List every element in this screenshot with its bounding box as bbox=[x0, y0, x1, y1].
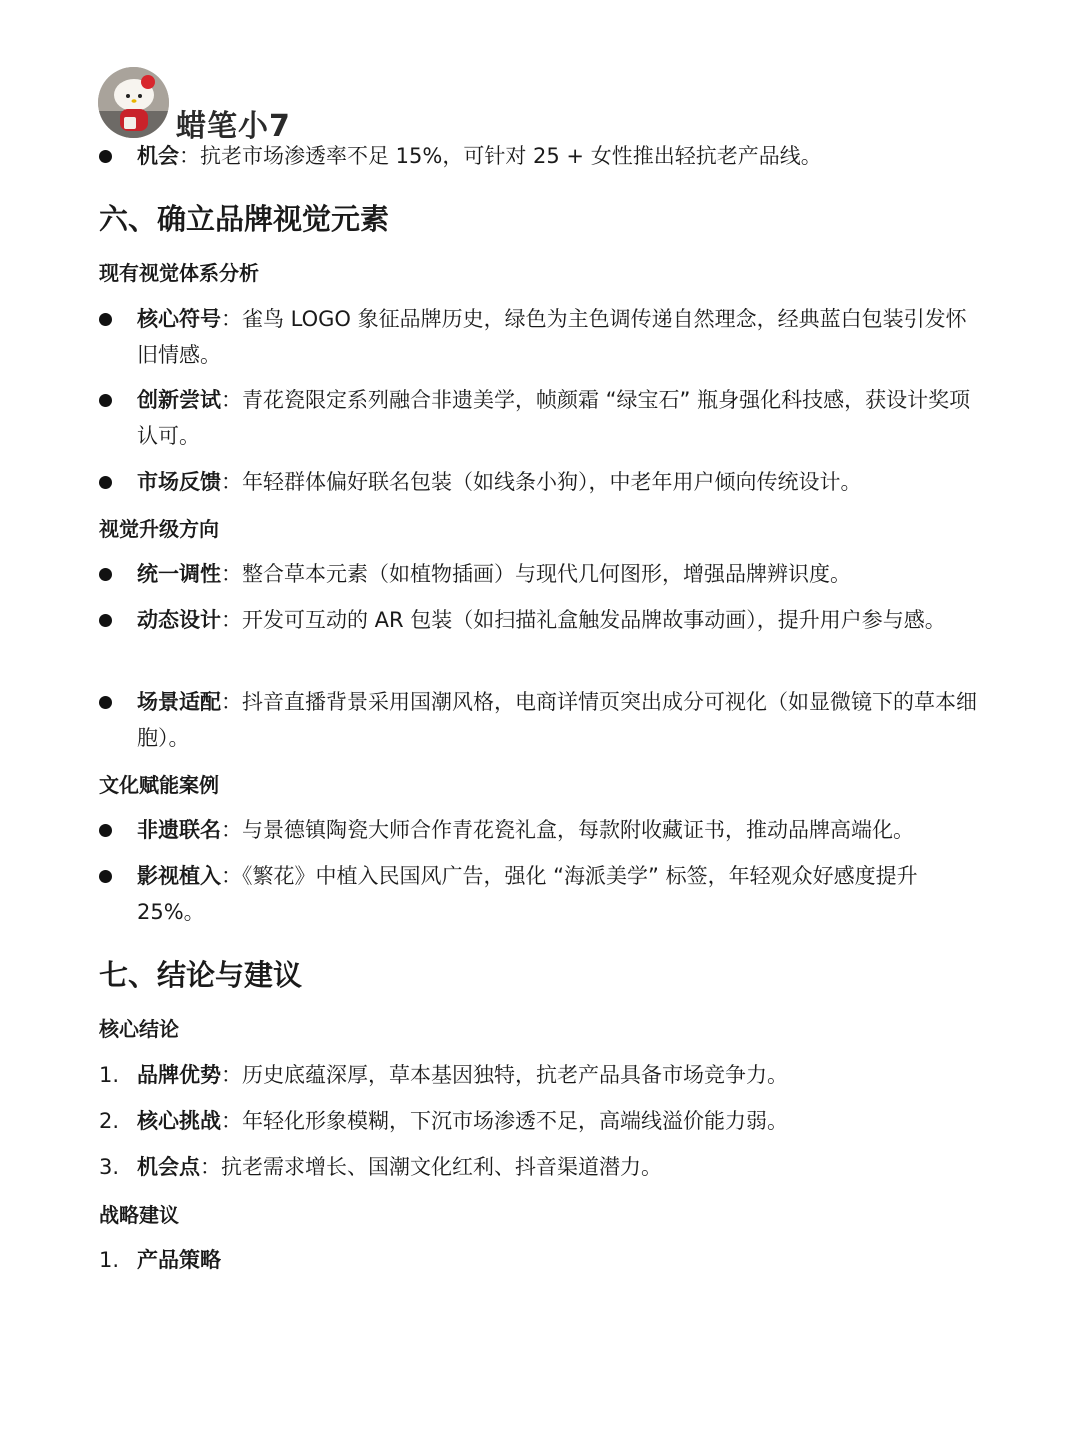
item-text: ：历史底蕴深厚，草本基因独特，抗老产品具备市场竞争力。 bbox=[221, 1063, 788, 1087]
list-item bbox=[137, 1057, 987, 1093]
item-label: 核心符号 bbox=[137, 307, 221, 331]
bullet-icon bbox=[99, 870, 112, 883]
list-item bbox=[137, 1149, 987, 1185]
item-label: 机会 bbox=[137, 144, 179, 168]
item-text: ：与景德镇陶瓷大师合作青花瓷礼盒，每款附收藏证书，推动品牌高端化。 bbox=[221, 818, 914, 842]
subheading: 战略建议 bbox=[99, 1203, 179, 1227]
item-label: 市场反馈 bbox=[137, 470, 221, 494]
bullet-icon bbox=[99, 568, 112, 581]
list-number: 3. bbox=[99, 1155, 120, 1179]
item-text: ：青花瓷限定系列融合非遗美学，帧颜霜 “绿宝石” 瓶身强化科技感，获设计奖项认可。 bbox=[137, 388, 971, 448]
section-heading: 六、确立品牌视觉元素 bbox=[99, 202, 390, 236]
subheading: 核心结论 bbox=[99, 1017, 179, 1041]
author-avatar bbox=[98, 67, 169, 138]
item-text: ：开发可互动的 AR 包装（如扫描礼盒触发品牌故事动画），提升用户参与感。 bbox=[221, 608, 946, 632]
subheading: 文化赋能案例 bbox=[99, 773, 219, 797]
item-text: ：雀鸟 LOGO 象征品牌历史，绿色为主色调传递自然理念，经典蓝白包装引发怀旧情感。 bbox=[137, 307, 967, 367]
item-label: 场景适配 bbox=[137, 690, 221, 714]
list-item bbox=[137, 301, 987, 373]
item-label: 动态设计 bbox=[137, 608, 221, 632]
item-label: 品牌优势 bbox=[137, 1063, 221, 1087]
bullet-icon bbox=[99, 614, 112, 627]
item-text: ：年轻群体偏好联名包装（如线条小狗），中老年用户倾向传统设计。 bbox=[221, 470, 862, 494]
list-item bbox=[137, 858, 987, 930]
item-label: 机会点 bbox=[137, 1155, 200, 1179]
subheading: 现有视觉体系分析 bbox=[99, 261, 259, 285]
list-item bbox=[137, 602, 987, 638]
list-item bbox=[137, 382, 987, 454]
bullet-icon bbox=[99, 476, 112, 489]
item-label: 产品策略 bbox=[137, 1248, 221, 1272]
item-text: ：抗老市场渗透率不足 15%，可针对 25 + 女性推出轻抗老产品线。 bbox=[179, 144, 822, 168]
list-item bbox=[137, 138, 987, 174]
list-item bbox=[137, 684, 987, 756]
bullet-icon bbox=[99, 150, 112, 163]
item-label: 非遗联名 bbox=[137, 818, 221, 842]
item-label: 统一调性 bbox=[137, 562, 221, 586]
list-item bbox=[137, 556, 987, 592]
bullet-icon bbox=[99, 313, 112, 326]
item-label: 影视植入 bbox=[137, 864, 221, 888]
item-text: ：抗老需求增长、国潮文化红利、抖音渠道潜力。 bbox=[200, 1155, 662, 1179]
list-item bbox=[137, 1242, 987, 1278]
item-text: ：年轻化形象模糊，下沉市场渗透不足，高端线溢价能力弱。 bbox=[221, 1109, 788, 1133]
list-number: 1. bbox=[99, 1248, 120, 1272]
bullet-icon bbox=[99, 394, 112, 407]
bullet-icon bbox=[99, 824, 112, 837]
bullet-icon bbox=[99, 696, 112, 709]
section-heading: 七、结论与建议 bbox=[99, 958, 303, 992]
list-number: 1. bbox=[99, 1063, 120, 1087]
list-number: 2. bbox=[99, 1109, 120, 1133]
item-label: 核心挑战 bbox=[137, 1109, 221, 1133]
item-text: ：整合草本元素（如植物插画）与现代几何图形，增强品牌辨识度。 bbox=[221, 562, 851, 586]
author-name: 蜡笔小7 bbox=[176, 109, 291, 144]
item-label: 创新尝试 bbox=[137, 388, 221, 412]
list-item bbox=[137, 812, 987, 848]
item-text: ：《繁花》中植入民国风广告，强化 “海派美学” 标签，年轻观众好感度提升 25%。 bbox=[137, 864, 918, 924]
item-text: ：抖音直播背景采用国潮风格，电商详情页突出成分可视化（如显微镜下的草本细胞）。 bbox=[137, 690, 977, 750]
list-item bbox=[137, 1103, 987, 1139]
subheading: 视觉升级方向 bbox=[99, 517, 219, 541]
list-item bbox=[137, 464, 987, 500]
